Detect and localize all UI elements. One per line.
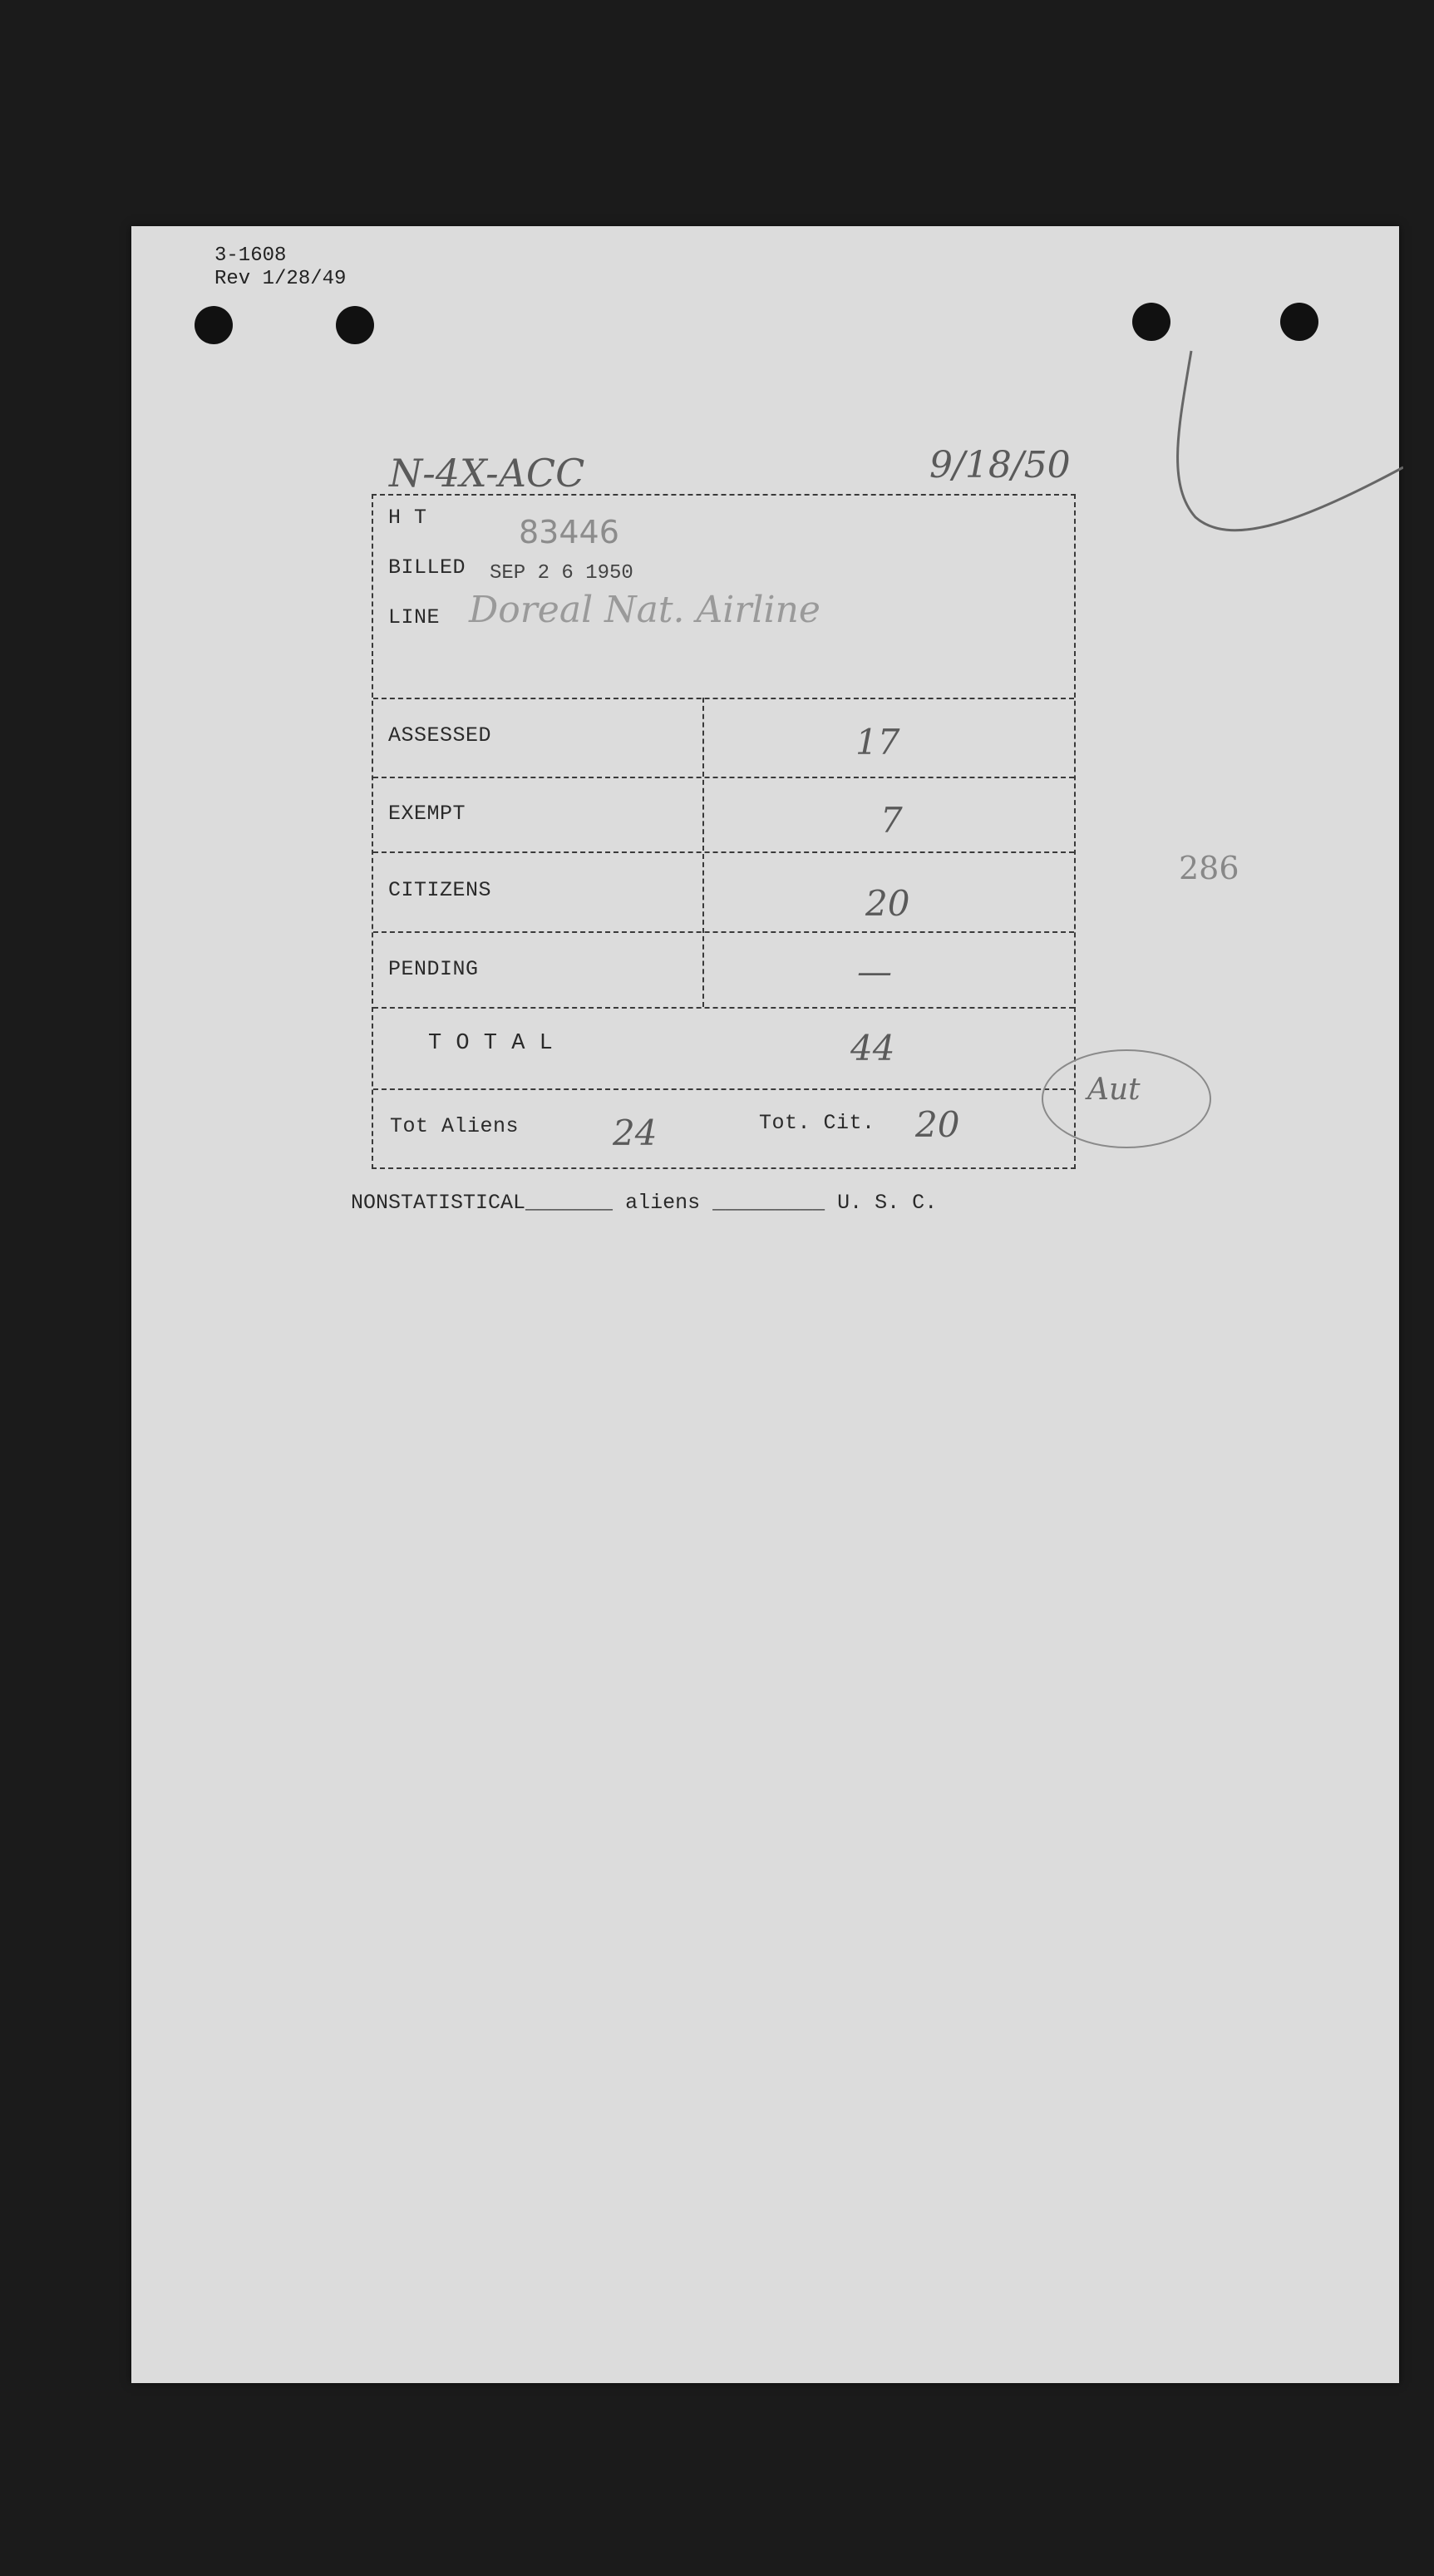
row-divider	[373, 777, 1074, 778]
row-divider	[373, 698, 1074, 699]
label-tot-aliens: Tot Aliens	[390, 1114, 520, 1138]
label-assessed: ASSESSED	[388, 723, 492, 748]
pending-value: —	[857, 951, 892, 992]
form-header	[214, 244, 346, 291]
page-number: 286	[1179, 850, 1239, 886]
assessed-value: 17	[855, 722, 900, 762]
initials-handwritten: Aut	[1087, 1073, 1141, 1107]
line-name-handwritten: Doreal Nat. Airline	[469, 589, 820, 631]
label-billed: BILLED	[388, 555, 466, 580]
label-exempt: EXEMPT	[388, 802, 466, 826]
form-revision: Rev 1/28/49	[214, 268, 347, 290]
document-page	[131, 226, 1399, 2383]
form-number: 3-1608	[214, 244, 287, 267]
row-divider	[373, 851, 1074, 853]
row-divider	[373, 931, 1074, 933]
exempt-value: 7	[880, 800, 903, 841]
label-line: LINE	[388, 605, 441, 629]
label-ht: H T	[388, 506, 427, 530]
label-tot-cit: Tot. Cit.	[759, 1111, 875, 1135]
tot-cit-value: 20	[915, 1104, 960, 1145]
billed-date-stamp: SEP 2 6 1950	[490, 562, 633, 585]
label-usc: U. S. C.	[837, 1191, 938, 1215]
date-handwritten: 9/18/50	[929, 444, 1071, 486]
row-divider	[373, 1007, 1074, 1009]
row-divider	[373, 1088, 1074, 1090]
heading-handwritten: N-4X-ACC	[389, 451, 585, 496]
ht-number: 83446	[519, 514, 619, 550]
margin-pen-mark	[1046, 326, 1403, 575]
label-pending: PENDING	[388, 957, 479, 981]
punch-hole	[195, 306, 233, 344]
nonstatistical-line	[351, 1191, 937, 1215]
column-divider	[702, 698, 704, 1007]
punch-hole	[336, 306, 374, 344]
citizens-value: 20	[865, 883, 910, 924]
tally-form	[372, 494, 1076, 1169]
label-aliens: aliens	[625, 1191, 701, 1215]
tot-aliens-value: 24	[613, 1113, 658, 1153]
label-nonstatistical: NONSTATISTICAL	[351, 1191, 526, 1215]
blank-nonstatistical: _______	[525, 1191, 614, 1215]
total-value: 44	[850, 1028, 895, 1068]
label-citizens: CITIZENS	[388, 878, 492, 902]
blank-aliens: _________	[712, 1191, 825, 1215]
label-total: T O T A L	[428, 1031, 554, 1056]
